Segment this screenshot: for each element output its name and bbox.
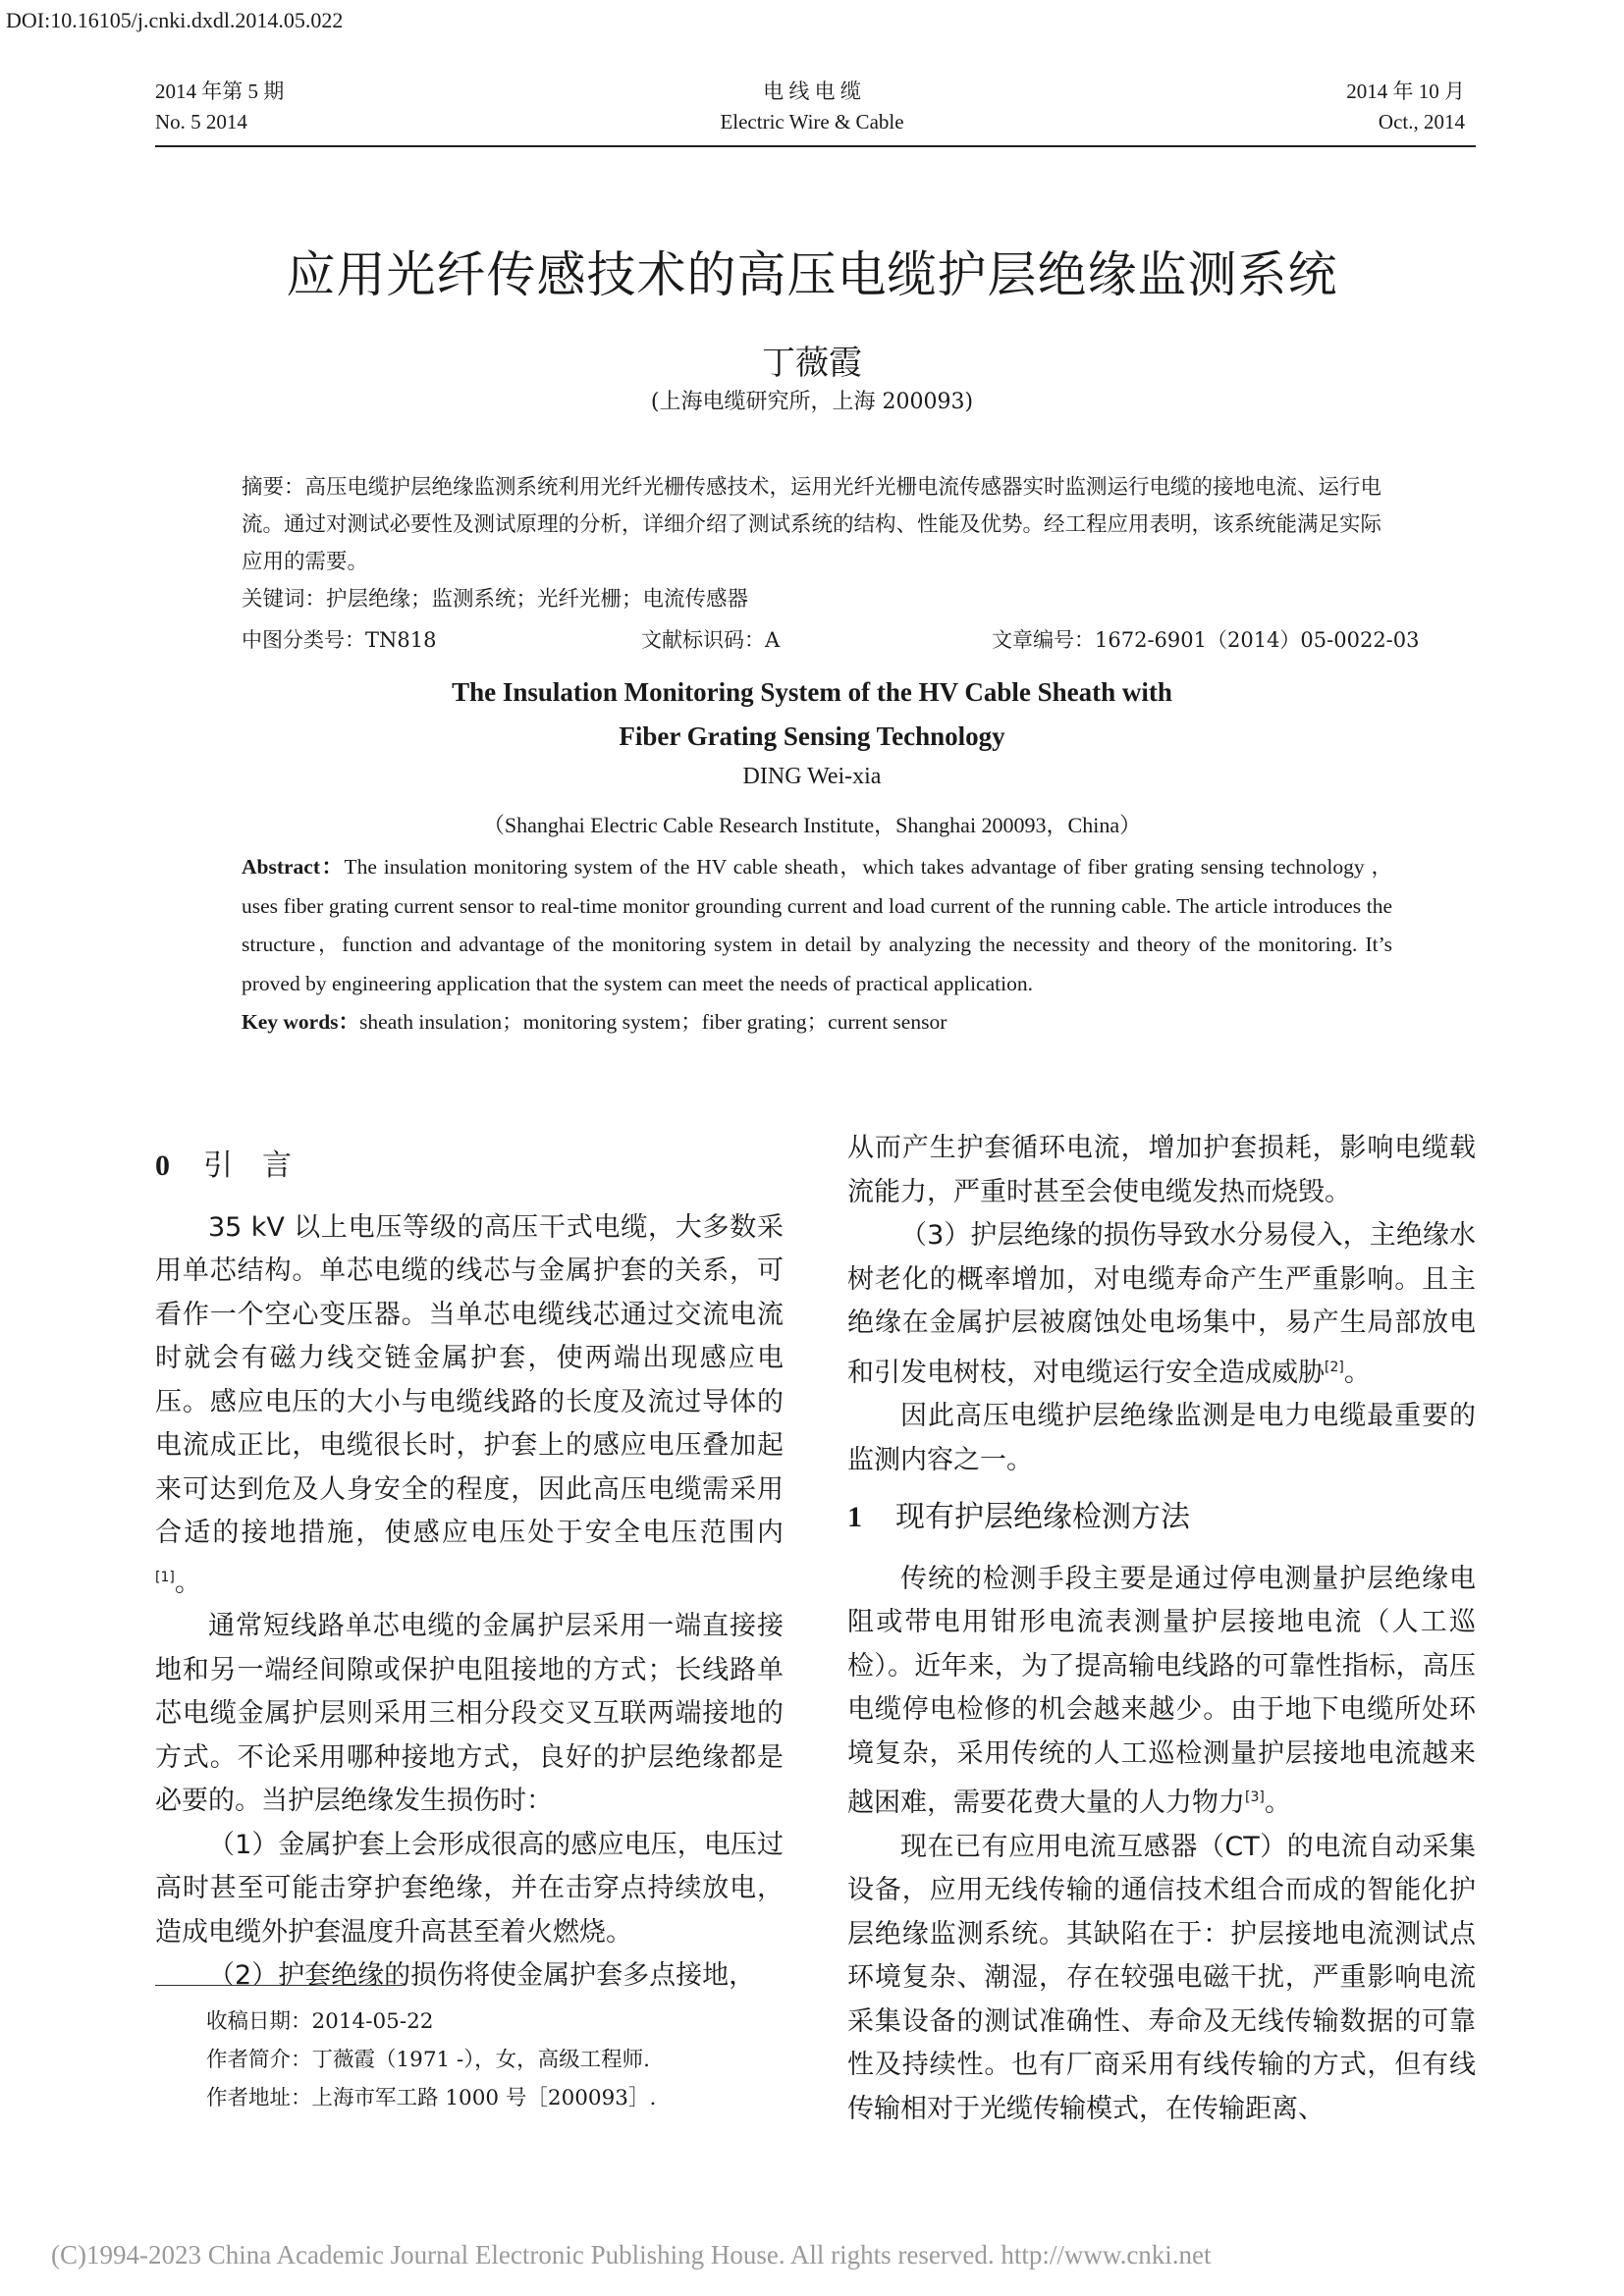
- body-column-right: [847, 1127, 1476, 2131]
- footnote: [206, 2002, 656, 2117]
- paragraph: （3）护层绝缘的损伤导致水分易侵入，主绝缘水树老化的概率增加，对电缆寿命产生严重影响。且主绝缘在金属护层被腐蚀处电场集中，易产生局部放电和引发电树枝，对电缆运行安全造成威胁[2]。: [847, 1220, 1476, 1388]
- abstract-text-en: The insulation monitoring system of the HV cable sheath，which takes advantage of fiber grating sensing technology ，uses fiber grating current sensor to real-time monitor grounding current and load current of the running cable. The article introduces the structure，function and advantage of the monitoring system in detail by analyzing the necessity and theory of the monitoring. It’s proved by engineering application that the system can meet the needs of practical application.: [242, 855, 1392, 995]
- paragraph: 传统的检测手段主要是通过停电测量护层绝缘电阻或带电用钳形电流表测量护层接地电流（人工巡检）。近年来，为了提高输电线路的可靠性指标，高压电缆停电检修的机会越来越少。由于地下电缆所处环境复杂，采用传统的人工巡检测量护层接地电流越来越困难，需要花费大量的人力物力[3]。: [847, 1563, 1476, 1818]
- citation: [1]: [155, 1569, 175, 1585]
- journal-name-en: Electric Wire & Cable: [720, 110, 904, 133]
- keywords-en: sheath insulation；monitoring system；fiber grating；current sensor: [359, 1010, 947, 1034]
- chinese-abstract: [242, 469, 1392, 618]
- date-cn: 2014 年 10 月: [1346, 80, 1465, 103]
- section-title: 现有护层绝缘检测方法: [895, 1500, 1190, 1534]
- paragraph: 因此高压电缆护层绝缘监测是电力电缆最重要的监测内容之一。: [847, 1401, 1476, 1475]
- copyright-footer[interactable]: (C)1994-2023 China Academic Journal Electronic Publishing House. All rights reserved. http://www.cnki.net: [51, 2240, 1212, 2269]
- author-name: 丁薇霞: [762, 344, 862, 383]
- date-en: Oct., 2014: [1378, 110, 1465, 133]
- english-affiliation: （Shanghai Electric Cable Research Institute，Shanghai 200093，China）: [482, 813, 1142, 837]
- doi-line[interactable]: DOI:10.16105/j.cnki.dxdl.2014.05.022: [6, 8, 344, 32]
- document-code: 文献标识码：A: [641, 628, 781, 652]
- issue-en: No. 5 2014: [155, 110, 247, 133]
- header-rule: [155, 145, 1476, 147]
- section-title: 引 言: [203, 1148, 292, 1183]
- citation: [2]: [1325, 1359, 1344, 1375]
- english-abstract: [242, 848, 1392, 1042]
- author-address: 作者地址：上海市军工路 1000 号［200093］.: [206, 2086, 657, 2110]
- paragraph: （1）金属护套上会形成很高的感应电压，电压过高时甚至可能击穿护套绝缘，并在击穿点持续放电，造成电缆外护套温度升高甚至着火燃烧。: [155, 1829, 784, 1948]
- english-title-line-2: Fiber Grating Sensing Technology: [619, 721, 1005, 751]
- keywords-label-cn: 关键词：: [242, 587, 327, 612]
- paragraph-continued: 从而产生护套循环电流，增加护套损耗，影响电缆载流能力，严重时甚至会使电缆发热而烧毁。: [847, 1133, 1476, 1207]
- classification-row: [242, 624, 1420, 662]
- article-number: 文章编号：1672-6901（2014）05-0022-03: [992, 628, 1420, 652]
- body-column-left: [155, 1131, 784, 1999]
- section-heading-1: [847, 1496, 1476, 1540]
- paragraph: （2）护套绝缘的损伤将使金属护套多点接地，: [208, 1960, 756, 1991]
- paragraph: 35 kV 以上电压等级的高压干式电缆，大多数采用单芯结构。单芯电缆的线芯与金属护套的关系，可看作一个空心变压器。当单芯电缆线芯通过交流电流时就会有磁力线交链金属护套，使两端出现感应电压。感应电压的大小与电缆线路的长度及流过导体的电流成正比，电缆很长时，护套上的感应电压叠加起来可达到危及人身安全的程度，因此高压电缆需采用合适的接地措施，使感应电压处于安全电压范围内[1]。: [155, 1211, 784, 1598]
- keywords-cn: 护层绝缘；监测系统；光纤光栅；电流传感器: [326, 587, 749, 612]
- author-bio: 作者简介：丁薇霞（1971 -），女，高级工程师.: [206, 2048, 650, 2072]
- clc-number: 中图分类号：TN818: [242, 628, 437, 652]
- issue-cn: 2014 年第 5 期: [155, 80, 285, 103]
- paragraph: 通常短线路单芯电缆的金属护层采用一端直接接地和另一端经间隙或保护电阻接地的方式；长线路单芯电缆金属护层则采用三相分段交叉互联两端接地的方式。不论采用哪种接地方式，良好的护层绝缘都是必要的。当护层绝缘发生损伤时：: [155, 1611, 784, 1816]
- english-author: DING Wei-xia: [742, 764, 882, 789]
- citation: [3]: [1245, 1789, 1265, 1805]
- section-heading-0: [155, 1145, 784, 1189]
- keywords-label-en: Key words：: [242, 1010, 360, 1034]
- abstract-text-cn: 高压电缆护层绝缘监测系统利用光纤光栅传感技术，运用光纤光栅电流传感器实时监测运行电缆的接地电流、运行电流。通过对测试必要性及测试原理的分析，详细介绍了测试系统的结构、性能及优势。经工程应用表明，该系统能满足实际应用的需要。: [242, 475, 1382, 574]
- journal-name-cn: 电 线 电 缆: [763, 80, 861, 103]
- abstract-label-cn: 摘要：: [242, 475, 305, 500]
- footnote-rule: [155, 1985, 403, 1986]
- journal-date: [1346, 77, 1465, 137]
- affiliation: (上海电缆研究所，上海 200093): [650, 390, 974, 414]
- abstract-label-en: Abstract：: [242, 855, 345, 879]
- paper-title: 应用光纤传感技术的高压电缆护层绝缘监测系统: [286, 246, 1338, 303]
- received-date: 收稿日期：2014-05-22: [206, 2009, 434, 2034]
- english-title-line-1: The Insulation Monitoring System of the HV Cable Sheath with: [452, 677, 1172, 707]
- section-number: 0: [155, 1149, 170, 1182]
- section-number: 1: [847, 1501, 862, 1533]
- paragraph: 现在已有应用电流互感器（CT）的电流自动采集设备，应用无线传输的通信技术组合而成的智能化护层绝缘监测系统。其缺陷在于：护层接地电流测试点环境复杂、潮湿，存在较强电磁干扰，严重影响电流采集设备的测试准确性、寿命及无线传输数据的可靠性及持续性。也有厂商采用有线传输的方式，但有线传输相对于光缆传输模式，在传输距离、: [847, 1831, 1476, 2124]
